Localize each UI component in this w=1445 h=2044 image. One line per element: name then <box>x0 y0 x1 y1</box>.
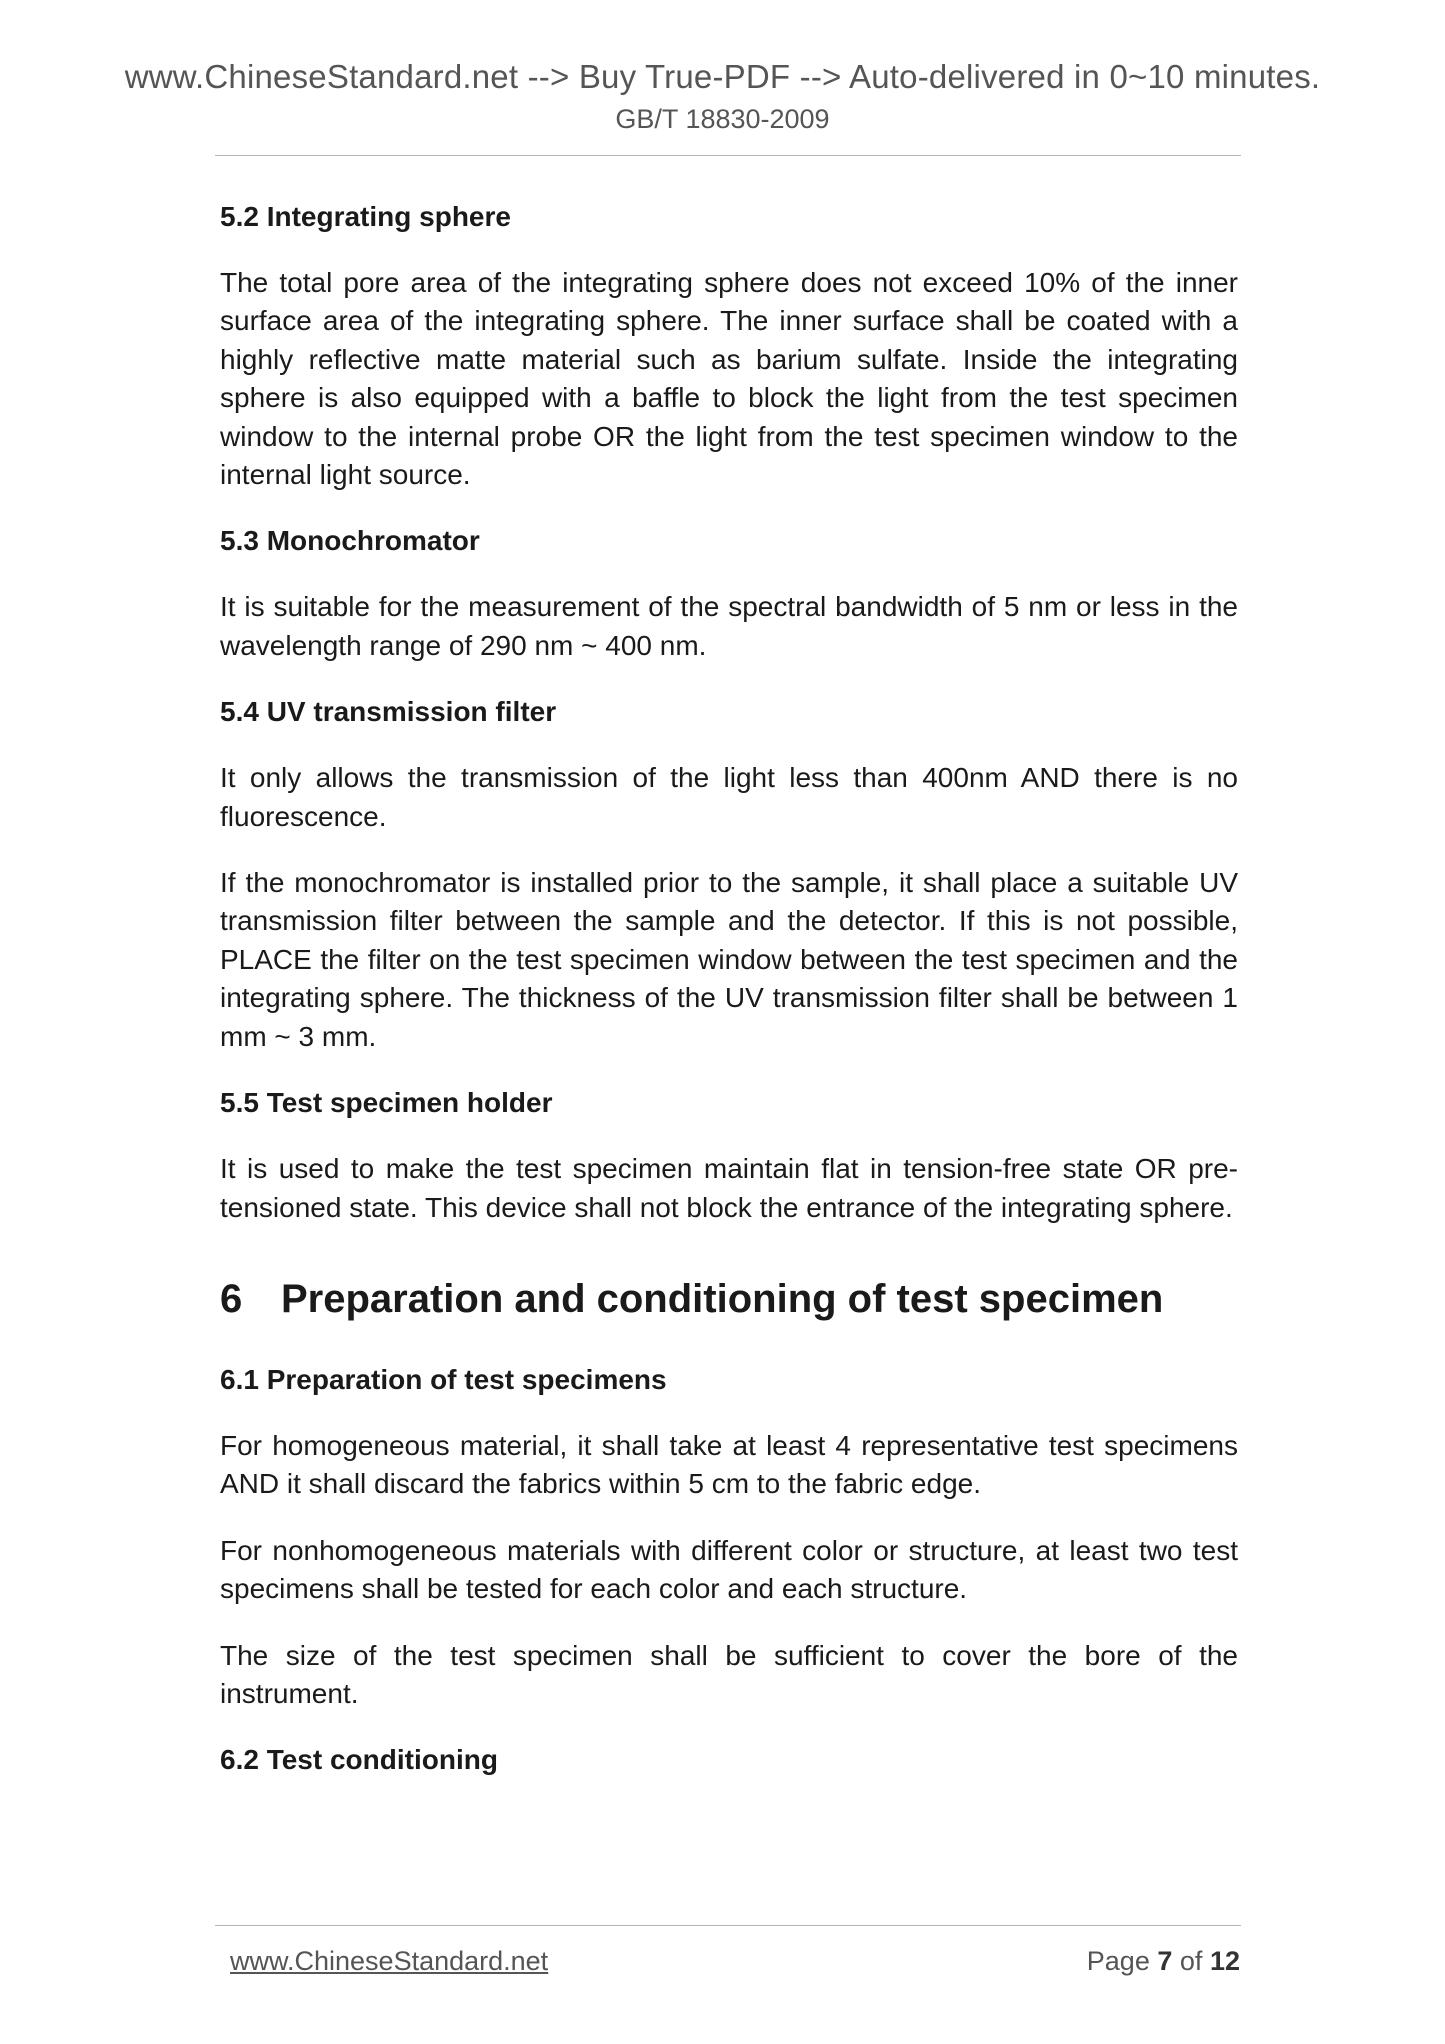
paragraph-5-3: It is suitable for the measurement of the spectral bandwidth of 5 nm or less in the wavelength range of 290 nm ~ 400 nm. <box>220 591 1238 661</box>
section-heading-5-4: 5.4 UV transmission filter <box>220 696 557 728</box>
page-number <box>1087 1946 1240 1977</box>
paragraph-6-1-1: For homogeneous material, it shall take at least 4 representative test specimens AND it shall discard the fabrics within 5 cm to the fabric edge. <box>220 1429 1238 1500</box>
standard-code: GB/T 18830-2009 <box>615 104 830 134</box>
chapter-number: 6 <box>220 1276 243 1321</box>
footer-divider <box>215 1925 1241 1926</box>
section-heading-6-1: 6.1 Preparation of test specimens <box>220 1363 667 1395</box>
paragraph-5-5: It is used to make the test specimen maintain flat in tension-free state OR pre-tensioned state. This device shall not block the entrance of the integrating sphere. <box>220 1153 1238 1223</box>
header-banner[interactable]: www.ChineseStandard.net --> Buy True-PDF --> Auto-delivered in 0~10 minutes. <box>124 58 1321 95</box>
chapter-title: Preparation and conditioning of test specimen <box>281 1276 1164 1321</box>
paragraph-5-4-1: It only allows the transmission of the light less than 400nm AND there is no fluorescence. <box>220 762 1238 832</box>
footer-link[interactable]: www.ChineseStandard.net <box>230 1946 549 1976</box>
chapter-heading-6 <box>220 1273 1238 1325</box>
paragraph-6-1-3: The size of the test specimen shall be sufficient to cover the bore of the instrument. <box>220 1639 1238 1709</box>
page-content <box>220 198 1238 1807</box>
header-divider <box>215 155 1241 156</box>
section-heading-5-5: 5.5 Test specimen holder <box>220 1087 553 1119</box>
section-heading-5-3: 5.3 Monochromator <box>220 525 480 557</box>
page-prefix: Page <box>1086 1946 1150 1976</box>
section-heading-5-2: 5.2 Integrating sphere <box>220 201 511 232</box>
section-heading-6-2: 6.2 Test conditioning <box>220 1744 498 1776</box>
paragraph-5-4-2: If the monochromator is installed prior to the sample, it shall place a suitable UV transmission filter between the sample and the detector. If this is not possible, PLACE the filter on the test specimen window between the test specimen and the integrating sphere. The thickness of the UV transmission filter shall be between 1 mm ~ 3 mm. <box>220 867 1238 1052</box>
paragraph-5-2: The total pore area of the integrating sphere does not exceed 10% of the inner surface area of the integrating sphere. The inner surface shall be coated with a highly reflective matte material such as barium sulfate. Inside the integrating sphere is also equipped with a baffle to block the light from the test specimen window to the internal probe OR the light from the test specimen window to the internal light source. <box>220 267 1238 491</box>
page-total: 12 <box>1209 1946 1240 1976</box>
paragraph-6-1-2: For nonhomogeneous materials with different color or structure, at least two test specimens shall be tested for each color and each structure. <box>220 1534 1238 1605</box>
page-of: of <box>1179 1946 1203 1976</box>
page-current: 7 <box>1157 1946 1173 1976</box>
